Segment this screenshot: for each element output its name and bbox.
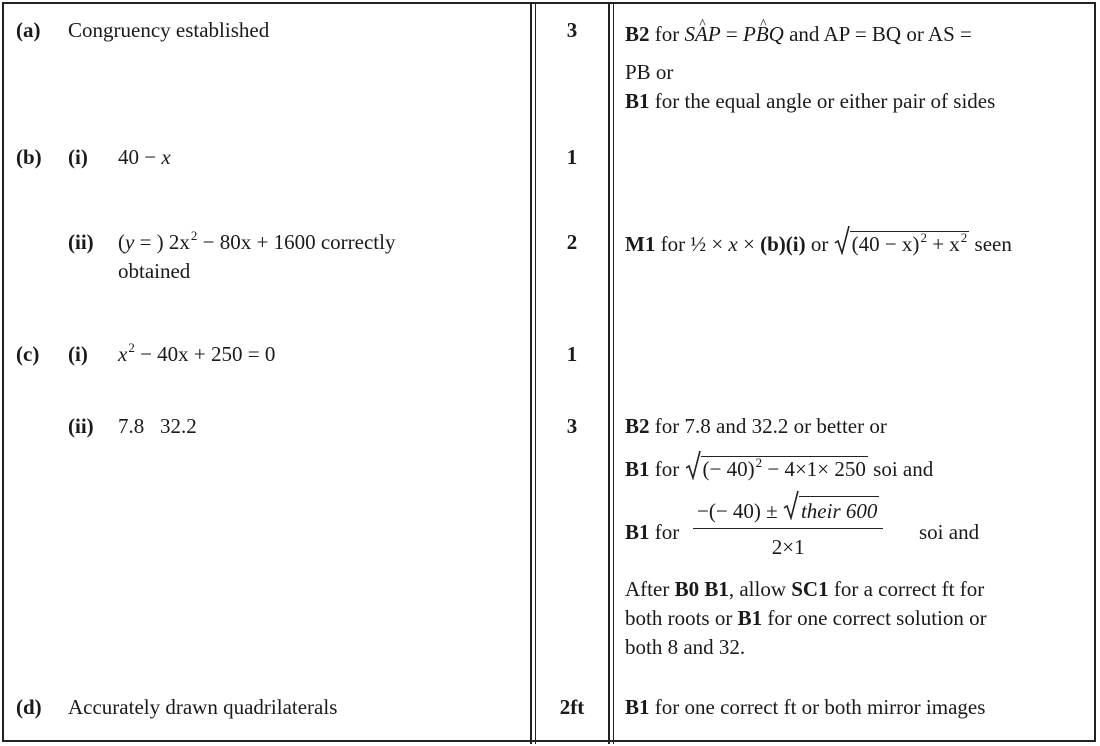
guidance-word: for — [654, 457, 680, 481]
guidance-text: for one correct solution or — [767, 606, 987, 630]
part-b-ii-guidance — [625, 231, 1012, 255]
b1-code: B1 — [625, 695, 650, 719]
x-variable: x — [118, 342, 128, 366]
answer-number: 40 − — [118, 145, 157, 169]
part-c-i-answer — [118, 340, 276, 366]
b2-code: B2 — [625, 414, 650, 438]
part-reference: (b)(i) — [760, 232, 806, 256]
guidance-text: for 7.8 and 32.2 or better or — [654, 414, 887, 438]
b1-code: B1 — [737, 606, 763, 630]
b0-b1-code: B0 B1 — [674, 577, 729, 601]
equation-rest: − 40x + 250 = 0 — [140, 342, 276, 366]
part-d-answer: Accurately drawn quadrilaterals — [68, 695, 338, 719]
part-a-label: (a) — [16, 18, 41, 42]
part-d-guidance — [625, 697, 985, 718]
part-b-i-answer — [118, 147, 171, 168]
paren: ( — [118, 230, 125, 254]
answer-variable: x — [161, 145, 171, 169]
expr-rest: − 80x + 1600 correctly — [202, 230, 396, 254]
column-divider — [535, 2, 536, 744]
exponent: 2 — [190, 228, 198, 243]
guidance-text: , allow — [728, 577, 786, 601]
part-b-i-label: (i) — [68, 145, 88, 169]
m1-code: M1 — [625, 232, 656, 256]
radical-sign — [783, 490, 799, 520]
y-variable: y — [125, 230, 135, 254]
guidance-text: for a correct ft for — [833, 577, 985, 601]
part-c-ii-after-line2 — [625, 608, 987, 629]
part-b-i-mark: 1 — [566, 145, 578, 169]
angle-sap: ^ SAP — [685, 24, 721, 45]
equals-sign: = — [725, 22, 738, 46]
guidance-text: for ½ × — [660, 232, 724, 256]
root-term: − 4×1× 250 — [767, 457, 866, 481]
guidance-word: or — [810, 232, 829, 256]
guidance-text: for the equal angle or either pair of sides — [654, 89, 996, 113]
root-term: (40 − x) — [851, 232, 920, 256]
part-c-ii-guidance-line3-label — [625, 522, 679, 543]
part-c-ii-mark: 3 — [566, 414, 578, 438]
root-term: their 600 — [799, 496, 879, 524]
part-b-ii-mark: 2 — [566, 230, 578, 254]
angle-pbq: ^ PBQ — [743, 24, 784, 45]
part-a-guidance-line2: PB or — [625, 60, 674, 84]
column-divider — [530, 2, 532, 744]
part-b-label: (b) — [16, 145, 42, 169]
part-c-i-label: (i) — [68, 342, 88, 366]
guidance-word: for — [654, 520, 680, 544]
part-b-ii-answer-line2: obtained — [118, 259, 191, 283]
part-c-ii-guidance-line2 — [625, 456, 933, 480]
guidance-text: soi and — [873, 457, 934, 481]
b1-code: B1 — [625, 457, 650, 481]
times-sign: × — [743, 232, 755, 256]
paren: = ) — [139, 230, 164, 254]
square-root-expression — [834, 231, 970, 255]
guidance-word: seen — [974, 232, 1012, 256]
part-c-i-mark: 1 — [566, 342, 578, 366]
exponent: 2 — [920, 230, 927, 245]
part-c-ii-label: (ii) — [68, 414, 94, 438]
numerator-term: −(− 40) ± — [697, 499, 778, 523]
expr-term: 2x — [168, 230, 190, 254]
root-term: + x — [932, 232, 960, 256]
part-c-ii-guidance-line3-tail: soi and — [919, 520, 980, 544]
b1-code: B1 — [625, 520, 650, 544]
part-b-ii-label: (ii) — [68, 230, 94, 254]
exponent: 2 — [755, 455, 763, 470]
exponent: 2 — [128, 340, 135, 355]
guidance-word: for — [654, 22, 680, 46]
part-a-answer: Congruency established — [68, 18, 270, 42]
discriminant-root — [685, 456, 868, 480]
x-variable: x — [728, 232, 738, 256]
quadratic-formula-fraction — [693, 496, 883, 560]
guidance-word: After — [625, 577, 670, 601]
b2-code: B2 — [625, 22, 650, 46]
b1-code: B1 — [625, 89, 650, 113]
part-d-label: (d) — [16, 695, 42, 719]
part-d-mark: 2ft — [559, 695, 585, 719]
part-c-ii-after-line3: both 8 and 32. — [625, 635, 746, 659]
part-a-mark: 3 — [566, 18, 578, 42]
fraction-numerator — [693, 496, 883, 529]
radical-sign — [685, 450, 701, 480]
part-c-ii-after-line1 — [625, 579, 984, 600]
guidance-text: and AP = BQ or AS = — [789, 22, 972, 46]
exponent: 2 — [960, 230, 968, 245]
guidance-text: for one correct ft or both mirror images — [654, 695, 986, 719]
fraction-denominator: 2×1 — [771, 535, 805, 559]
part-b-ii-answer — [118, 228, 396, 254]
guidance-text: both roots or — [625, 606, 733, 630]
markscheme-table — [2, 2, 1096, 742]
root-term: (− 40) — [702, 457, 755, 481]
numerator-root — [783, 496, 879, 524]
sc1-code: SC1 — [791, 577, 829, 601]
part-c-label: (c) — [16, 342, 40, 366]
part-a-guidance-line1 — [625, 24, 972, 45]
part-c-ii-answer: 7.8 32.2 — [118, 414, 197, 438]
part-c-ii-guidance-line1 — [625, 416, 887, 437]
radical-sign — [834, 225, 850, 255]
part-a-guidance-line3 — [625, 91, 995, 112]
column-divider — [608, 2, 610, 744]
column-divider — [613, 2, 614, 744]
